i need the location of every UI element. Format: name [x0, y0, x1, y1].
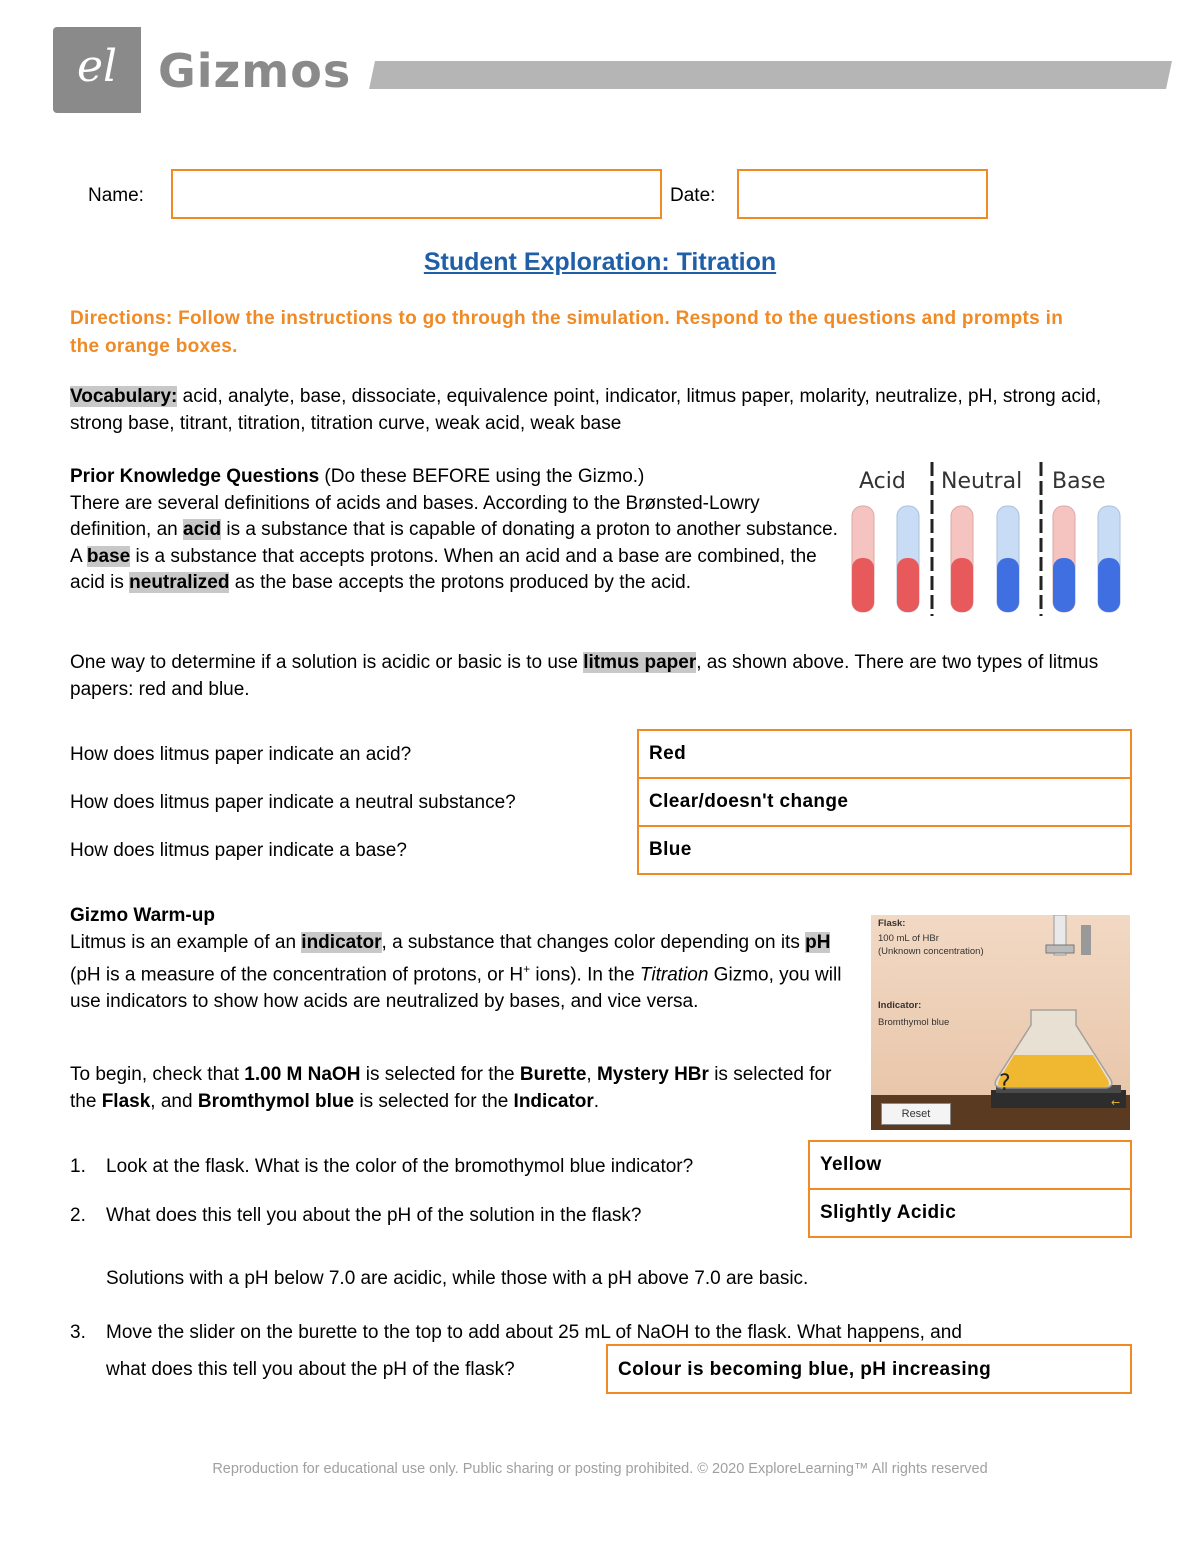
setup-burette: Burette: [519, 1064, 587, 1085]
term-litmus-paper: litmus paper: [583, 652, 697, 673]
warmup-setup: [70, 1062, 850, 1115]
vocabulary: [70, 384, 1135, 437]
gizmo-flask-value: 100 mL of HBr: [878, 933, 939, 944]
setup-text-4: is selected for the: [70, 1064, 832, 1112]
litmus-paragraph: [70, 650, 1130, 703]
brand-name: Gizmos: [158, 44, 352, 98]
term-indicator: indicator: [301, 931, 382, 953]
setup-text-5: , and: [150, 1090, 198, 1112]
superscript-plus: +: [523, 962, 531, 976]
tube-acid-2: [897, 506, 919, 612]
term-neutralized: neutralized: [129, 572, 230, 593]
setup-text-7: .: [593, 1090, 600, 1112]
tube-label-base: Base: [1052, 469, 1106, 494]
setup-hbr: Mystery HBr: [596, 1064, 709, 1085]
tube-base-2: [1098, 506, 1120, 612]
questions-answer-table: [808, 1140, 1132, 1238]
setup-indicator: Indicator: [513, 1090, 594, 1112]
warmup-text-2: , a substance that changes color depending on its: [381, 931, 806, 953]
date-field[interactable]: [737, 169, 988, 219]
answer-text: Blue: [649, 839, 692, 860]
litmus-text-1: One way to determine if a solution is acidic or basic is to use: [70, 652, 584, 673]
tube-label-neutral: Neutral: [941, 469, 1023, 494]
litmus-answer-table: [637, 729, 1132, 875]
tube-acid-1: [852, 506, 874, 612]
question-3-number: 3.: [70, 1322, 86, 1343]
prior-heading: Prior Knowledge Questions: [70, 466, 320, 487]
logo-glyph: el: [76, 41, 118, 92]
tube-label-acid: Acid: [859, 469, 906, 494]
page-title: Student Exploration: Titration: [423, 248, 777, 276]
prior-text-3: is a substance that accepts protons. When an acid and a base are combined, the acid is: [70, 545, 817, 593]
term-base: base: [86, 545, 131, 567]
brand-logo: [53, 27, 141, 113]
prior-text-2: is a substance that is capable of donating a proton to another substance. A: [70, 519, 838, 567]
answer-field-q1[interactable]: [810, 1142, 1130, 1190]
setup-naoh: 1.00 M NaOH: [244, 1064, 361, 1085]
gizmo-arrow: ←: [1111, 1096, 1121, 1109]
warmup-italic-titration: Titration: [639, 964, 709, 986]
warmup-section: [70, 903, 850, 1015]
prior-text-4: as the base accepts the protons produced by the acid.: [229, 572, 692, 593]
question-3-line-1: Move the slider on the burette to the top to add about 25 mL of NaOH to the flask. What happens, and: [106, 1322, 962, 1343]
answer-field-base[interactable]: [639, 827, 1130, 875]
answer-field-q2[interactable]: [810, 1190, 1130, 1238]
question-2-text: What does this tell you about the pH of the solution in the flask?: [106, 1205, 642, 1226]
term-acid: acid: [183, 519, 222, 540]
header-bar: [369, 61, 1172, 89]
footer-notice: Reproduction for educational use only. Public sharing or posting prohibited. © 2020 ExploreLearning™ All rights reserved: [212, 1461, 988, 1477]
vocabulary-label: Vocabulary:: [70, 386, 178, 407]
warmup-text-1: Litmus is an example of an: [70, 931, 302, 953]
setup-text-2: is selected for the: [360, 1064, 520, 1085]
name-field[interactable]: [171, 169, 662, 219]
directions: Directions: Follow the instructions to go through the simulation. Respond to the questions and prompts in the orange boxes.: [70, 308, 1064, 357]
prior-text-1: There are several definitions of acids and bases. According to the Brønsted-Lowry definition, an: [70, 492, 760, 540]
gizmo-indicator-label: Indicator:: [878, 1000, 922, 1011]
litmus-question-2: How does litmus paper indicate a neutral substance?: [70, 792, 516, 813]
question-1-number: 1.: [70, 1156, 86, 1177]
question-1-text: Look at the flask. What is the color of the bromothymol blue indicator?: [106, 1156, 694, 1177]
answer-field-neutral[interactable]: [639, 779, 1130, 827]
prior-knowledge: [70, 464, 840, 597]
answer-field-acid[interactable]: [639, 731, 1130, 779]
name-label: Name:: [88, 185, 144, 206]
question-3-line-2: what does this tell you about the pH of the flask?: [106, 1359, 515, 1380]
litmus-text-2: , as shown above. There are two types of litmus papers: red and blue.: [70, 652, 1099, 700]
litmus-tubes-image: [845, 458, 1135, 618]
prior-heading-note: (Do these BEFORE using the Gizmo.): [319, 466, 645, 487]
warmup-heading: Gizmo Warm-up: [70, 905, 215, 926]
answer-text: Red: [649, 743, 687, 764]
warmup-text-3: (pH is a measure of the concentration of protons, or H: [70, 964, 524, 986]
gizmo-simulation-image: [871, 915, 1130, 1130]
setup-bromthymol: Bromthymol blue: [197, 1090, 355, 1112]
gizmo-indicator-value: Bromthymol blue: [878, 1017, 950, 1028]
ph-note: Solutions with a pH below 7.0 are acidic, while those with a pH above 7.0 are basic.: [106, 1268, 809, 1289]
answer-text: Yellow: [820, 1154, 882, 1175]
warmup-text-4: ions). In the: [530, 964, 640, 986]
setup-text-3: ,: [586, 1064, 597, 1085]
answer-text: Clear/doesn't change: [649, 791, 849, 812]
setup-text-1: To begin, check that: [70, 1064, 245, 1085]
vocabulary-text: acid, analyte, base, dissociate, equivalence point, indicator, litmus paper, molarity, neutralize, pH, strong acid, strong base, titrant, titration, titration curve, weak acid, weak base: [70, 386, 1102, 434]
gizmo-flask-note: (Unknown concentration): [878, 946, 984, 957]
litmus-question-3: How does litmus paper indicate a base?: [70, 840, 407, 861]
tube-neutral-1: [951, 506, 973, 612]
litmus-question-1: How does litmus paper indicate an acid?: [70, 744, 412, 765]
date-label: Date:: [670, 185, 716, 206]
tube-base-1: [1053, 506, 1075, 612]
gizmo-reset-button: Reset: [881, 1103, 951, 1125]
setup-flask: Flask: [101, 1090, 151, 1112]
answer-field-q3[interactable]: [606, 1344, 1132, 1394]
question-2-number: 2.: [70, 1205, 86, 1226]
term-ph: pH: [805, 931, 831, 953]
answer-text: Colour is becoming blue, pH increasing: [618, 1359, 992, 1380]
tube-neutral-2: [997, 506, 1019, 612]
gizmo-flask-label: Flask:: [878, 918, 906, 929]
setup-text-6: is selected for the: [354, 1090, 514, 1112]
gizmo-question-mark: ?: [999, 1071, 1011, 1096]
warmup-text-5: Gizmo, you will use indicators to show how acids are neutralized by bases, and vice versa.: [70, 964, 842, 1012]
answer-text: Slightly Acidic: [820, 1202, 957, 1223]
